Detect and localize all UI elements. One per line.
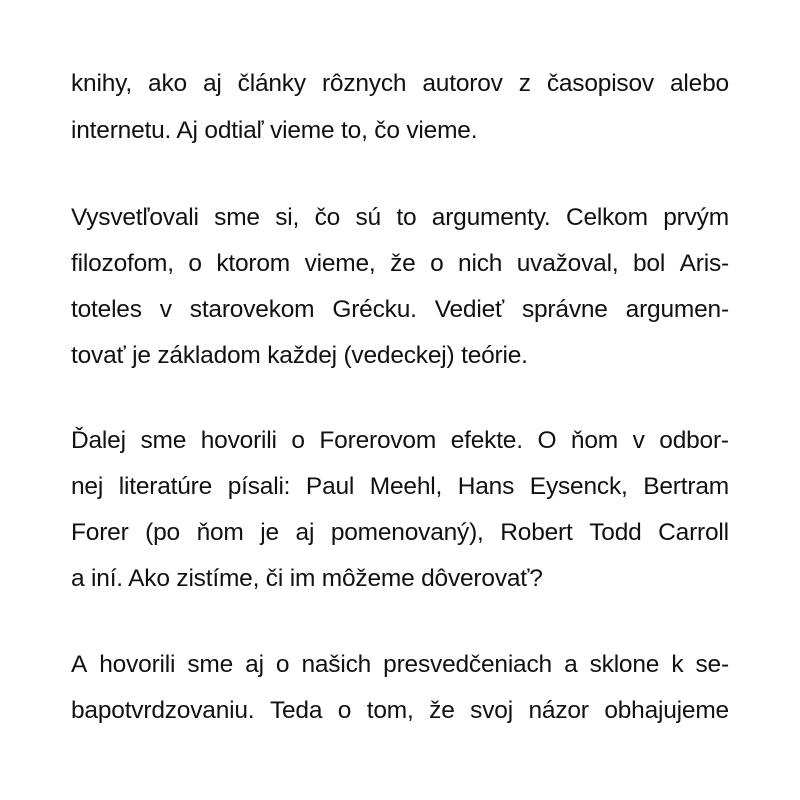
word: články [237,70,306,97]
word: sme [140,427,187,454]
word: Vedieť [434,296,504,323]
paragraph-1-line-1 [71,69,729,99]
word: z [518,70,531,97]
word: odbor- [659,427,729,454]
paragraph-2-line-1 [71,203,729,233]
word: hovorili [200,427,277,454]
word: ňom [570,427,618,454]
word: Teda [269,697,323,724]
word: že [429,697,455,724]
word: vieme, [304,250,376,277]
word: že [390,250,416,277]
word: se- [695,651,729,678]
word: ako [148,70,187,97]
word: bapotvrdzovaniu. [71,697,255,724]
word: sú [355,204,381,231]
word: bol [632,250,666,277]
word: starovekom [189,296,315,323]
paragraph-3-line-2 [71,472,729,502]
word: správne [521,296,608,323]
word: filozofom, [71,250,174,277]
word: o [430,250,444,277]
word: Robert [500,519,573,546]
word: a [564,651,578,678]
word: v [159,296,172,323]
word: aj [202,70,222,97]
word: knihy, [71,70,132,97]
word: o [275,651,290,678]
word: alebo [670,70,729,97]
word: (po [145,519,180,546]
word: pomenovaný), [330,519,484,546]
word: nich [458,250,503,277]
paragraph-1-line-2: internetu. Aj odtiaľ vieme to, čo vieme. [71,117,478,144]
word: sklone [589,651,660,678]
paragraph-4-line-2 [71,696,729,726]
word: svoj [470,697,513,724]
word: Grécku. [332,296,417,323]
word: hovorili [99,651,176,678]
word: sme [214,204,260,231]
word: k [671,651,684,678]
word: nej [71,473,104,500]
word: Hans [457,473,515,500]
paragraph-2-line-3 [71,295,729,325]
word: argumen- [625,296,729,323]
word: časopisov [546,70,654,97]
paragraph-4-line-1 [71,650,729,680]
word: Celkom [565,204,648,231]
paragraph-2-line-2 [71,249,729,279]
word: Aris- [679,250,729,277]
word: rôznych [321,70,407,97]
word: ktorom [216,250,291,277]
word: to [396,204,417,231]
word: Paul [305,473,355,500]
word: efekte. [450,427,523,454]
word: Forerovom [319,427,437,454]
word: prvým [663,204,729,231]
word: uvažoval, [516,250,619,277]
word: je [260,519,279,546]
word: o [188,250,202,277]
word: ňom [196,519,244,546]
word: Carroll [658,519,729,546]
word: písali: [227,473,291,500]
word: argumenty. [431,204,551,231]
word: aj [245,651,264,678]
paragraph-3-line-4: a iní. Ako zistíme, či im môžeme dôverovať? [71,565,543,592]
word: aj [295,519,315,546]
word: Todd [589,519,642,546]
word: toteles [71,296,142,323]
word: Vysvetľovali [71,204,199,231]
word: o [337,697,352,724]
word: Meehl, [369,473,443,500]
word: Ďalej [71,427,126,454]
paragraph-3-line-1 [71,426,729,456]
word: o [291,427,305,454]
word: v [632,427,645,454]
word: sme [187,651,234,678]
word: čo [314,204,341,231]
paragraph-3-line-3 [71,518,729,548]
word: O [537,427,557,454]
word: Forer [71,519,129,546]
word: presvedčeniach [383,651,552,678]
word: Bertram [643,473,729,500]
word: tom, [366,697,414,724]
word: obhajujeme [604,697,729,724]
word: A [71,651,88,678]
word: autorov [422,70,503,97]
paragraph-2-line-4: tovať je základom každej (vedeckej) teórie. [71,342,528,369]
word: Eysenck, [529,473,628,500]
word: literatúre [118,473,213,500]
word: názor [528,697,589,724]
word: našich [301,651,372,678]
word: si, [275,204,300,231]
